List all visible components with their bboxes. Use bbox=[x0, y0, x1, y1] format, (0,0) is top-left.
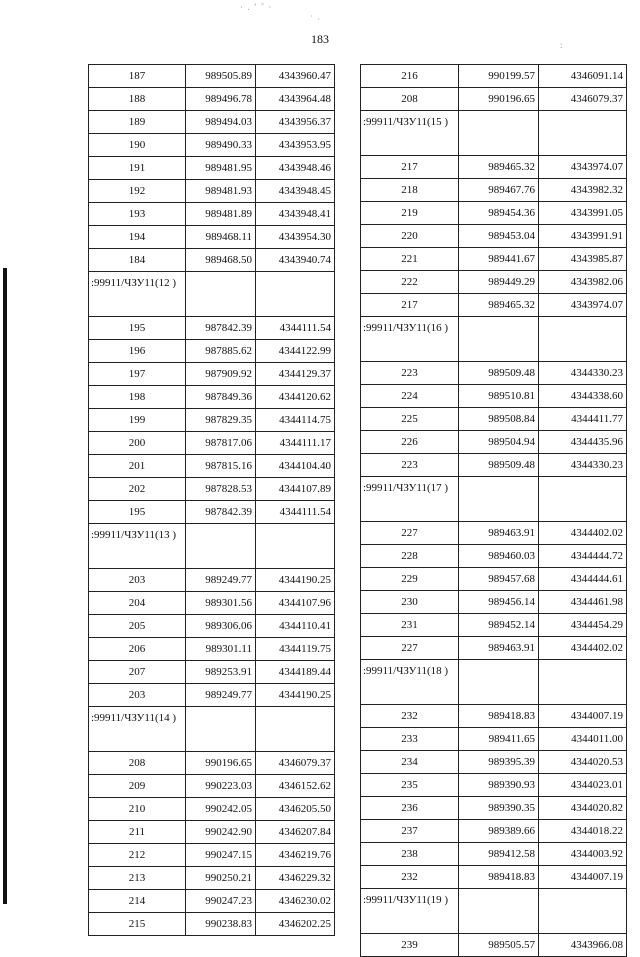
parcel-label-cell: :99911/ЧЗУ11(13 ) bbox=[89, 524, 186, 569]
y-coordinate-cell: 4344111.54 bbox=[256, 317, 335, 340]
table-row bbox=[89, 340, 335, 363]
page-number: 183 bbox=[311, 32, 329, 46]
x-coordinate-cell: 989395.39 bbox=[459, 751, 539, 774]
y-coordinate-cell: 4344111.54 bbox=[256, 501, 335, 524]
point-number-cell: 230 bbox=[361, 591, 459, 614]
parcel-header-row bbox=[361, 111, 627, 156]
x-coordinate-cell: 989457.68 bbox=[459, 568, 539, 591]
table-row bbox=[89, 134, 335, 157]
table-row bbox=[89, 226, 335, 249]
x-coordinate-cell: 989463.91 bbox=[459, 522, 539, 545]
point-number-cell: 195 bbox=[89, 317, 186, 340]
table-row bbox=[361, 934, 627, 957]
x-coordinate-cell bbox=[186, 707, 256, 752]
y-coordinate-cell: 4344107.89 bbox=[256, 478, 335, 501]
parcel-header-row bbox=[89, 524, 335, 569]
table-row bbox=[89, 432, 335, 455]
y-coordinate-cell bbox=[256, 524, 335, 569]
x-coordinate-cell: 989467.76 bbox=[459, 179, 539, 202]
x-coordinate-cell: 989301.11 bbox=[186, 638, 256, 661]
parcel-header-row bbox=[89, 272, 335, 317]
table-row bbox=[89, 913, 335, 936]
y-coordinate-cell: 4343954.30 bbox=[256, 226, 335, 249]
x-coordinate-cell: 989505.89 bbox=[186, 65, 256, 88]
x-coordinate-cell: 989249.77 bbox=[186, 569, 256, 592]
table-row bbox=[89, 661, 335, 684]
x-coordinate-cell: 989249.77 bbox=[186, 684, 256, 707]
point-number-cell: 204 bbox=[89, 592, 186, 615]
scan-noise: · . ʼ ˚ · bbox=[240, 2, 273, 12]
y-coordinate-cell: 4346219.76 bbox=[256, 844, 335, 867]
table-row bbox=[361, 728, 627, 751]
table-row bbox=[89, 501, 335, 524]
x-coordinate-cell: 989468.11 bbox=[186, 226, 256, 249]
x-coordinate-cell: 989452.14 bbox=[459, 614, 539, 637]
point-number-cell: 223 bbox=[361, 454, 459, 477]
y-coordinate-cell: 4344189.44 bbox=[256, 661, 335, 684]
x-coordinate-cell: 990242.90 bbox=[186, 821, 256, 844]
x-coordinate-cell: 989481.95 bbox=[186, 157, 256, 180]
x-coordinate-cell bbox=[186, 272, 256, 317]
point-number-cell: 187 bbox=[89, 65, 186, 88]
y-coordinate-cell: 4344122.99 bbox=[256, 340, 335, 363]
point-number-cell: 212 bbox=[89, 844, 186, 867]
x-coordinate-cell: 989490.33 bbox=[186, 134, 256, 157]
x-coordinate-cell: 989418.83 bbox=[459, 705, 539, 728]
y-coordinate-cell bbox=[539, 111, 627, 156]
y-coordinate-cell: 4344454.29 bbox=[539, 614, 627, 637]
x-coordinate-cell: 990199.57 bbox=[459, 65, 539, 88]
scan-edge-bar bbox=[3, 268, 7, 904]
point-number-cell: 199 bbox=[89, 409, 186, 432]
point-number-cell: 221 bbox=[361, 248, 459, 271]
point-number-cell: 215 bbox=[89, 913, 186, 936]
x-coordinate-cell: 989481.89 bbox=[186, 203, 256, 226]
table-row bbox=[89, 455, 335, 478]
y-coordinate-cell: 4344338.60 bbox=[539, 385, 627, 408]
x-coordinate-cell: 989463.91 bbox=[459, 637, 539, 660]
y-coordinate-cell: 4344018.22 bbox=[539, 820, 627, 843]
y-coordinate-cell: 4343948.41 bbox=[256, 203, 335, 226]
parcel-label-cell: :99911/ЧЗУ11(17 ) bbox=[361, 477, 459, 522]
table-row bbox=[89, 569, 335, 592]
y-coordinate-cell: 4346202.25 bbox=[256, 913, 335, 936]
y-coordinate-cell bbox=[539, 317, 627, 362]
y-coordinate-cell: 4344411.77 bbox=[539, 408, 627, 431]
y-coordinate-cell: 4344119.75 bbox=[256, 638, 335, 661]
table-row bbox=[89, 890, 335, 913]
y-coordinate-cell: 4343956.37 bbox=[256, 111, 335, 134]
y-coordinate-cell: 4346152.62 bbox=[256, 775, 335, 798]
point-number-cell: 228 bbox=[361, 545, 459, 568]
table-row bbox=[361, 88, 627, 111]
table-row bbox=[89, 638, 335, 661]
coordinates-table-left bbox=[88, 64, 335, 936]
y-coordinate-cell: 4343982.32 bbox=[539, 179, 627, 202]
y-coordinate-cell: 4344435.96 bbox=[539, 431, 627, 454]
x-coordinate-cell: 989306.06 bbox=[186, 615, 256, 638]
x-coordinate-cell: 987829.35 bbox=[186, 409, 256, 432]
point-number-cell: 191 bbox=[89, 157, 186, 180]
point-number-cell: 234 bbox=[361, 751, 459, 774]
x-coordinate-cell: 989441.67 bbox=[459, 248, 539, 271]
y-coordinate-cell: 4343948.45 bbox=[256, 180, 335, 203]
point-number-cell: 205 bbox=[89, 615, 186, 638]
y-coordinate-cell: 4343964.48 bbox=[256, 88, 335, 111]
parcel-label-cell: :99911/ЧЗУ11(14 ) bbox=[89, 707, 186, 752]
point-number-cell: 200 bbox=[89, 432, 186, 455]
point-number-cell: 207 bbox=[89, 661, 186, 684]
y-coordinate-cell: 4344020.82 bbox=[539, 797, 627, 820]
table-row bbox=[361, 751, 627, 774]
x-coordinate-cell: 989460.03 bbox=[459, 545, 539, 568]
point-number-cell: 203 bbox=[89, 684, 186, 707]
parcel-label-cell: :99911/ЧЗУ11(12 ) bbox=[89, 272, 186, 317]
table-row bbox=[89, 684, 335, 707]
y-coordinate-cell: 4344007.19 bbox=[539, 705, 627, 728]
y-coordinate-cell: 4344461.98 bbox=[539, 591, 627, 614]
table-row bbox=[361, 65, 627, 88]
table-row bbox=[361, 637, 627, 660]
y-coordinate-cell: 4344104.40 bbox=[256, 455, 335, 478]
y-coordinate-cell: 4344007.19 bbox=[539, 866, 627, 889]
y-coordinate-cell bbox=[539, 477, 627, 522]
table-row bbox=[361, 294, 627, 317]
x-coordinate-cell: 987817.06 bbox=[186, 432, 256, 455]
y-coordinate-cell: 4346079.37 bbox=[256, 752, 335, 775]
point-number-cell: 206 bbox=[89, 638, 186, 661]
parcel-label-cell: :99911/ЧЗУ11(19 ) bbox=[361, 889, 459, 934]
y-coordinate-cell: 4344402.02 bbox=[539, 637, 627, 660]
x-coordinate-cell: 989505.57 bbox=[459, 934, 539, 957]
y-coordinate-cell: 4344023.01 bbox=[539, 774, 627, 797]
point-number-cell: 194 bbox=[89, 226, 186, 249]
point-number-cell: 232 bbox=[361, 705, 459, 728]
y-coordinate-cell: 4344110.41 bbox=[256, 615, 335, 638]
table-row bbox=[89, 752, 335, 775]
y-coordinate-cell: 4344190.25 bbox=[256, 569, 335, 592]
point-number-cell: 236 bbox=[361, 797, 459, 820]
table-row bbox=[89, 111, 335, 134]
y-coordinate-cell bbox=[256, 272, 335, 317]
parcel-header-row bbox=[361, 660, 627, 705]
y-coordinate-cell: 4343974.07 bbox=[539, 156, 627, 179]
point-number-cell: 219 bbox=[361, 202, 459, 225]
x-coordinate-cell: 990196.65 bbox=[186, 752, 256, 775]
point-number-cell: 201 bbox=[89, 455, 186, 478]
point-number-cell: 195 bbox=[89, 501, 186, 524]
x-coordinate-cell: 989465.32 bbox=[459, 156, 539, 179]
point-number-cell: 193 bbox=[89, 203, 186, 226]
y-coordinate-cell: 4343940.74 bbox=[256, 249, 335, 272]
point-number-cell: 227 bbox=[361, 522, 459, 545]
table-row bbox=[361, 454, 627, 477]
x-coordinate-cell bbox=[459, 660, 539, 705]
y-coordinate-cell bbox=[539, 660, 627, 705]
table-row bbox=[89, 249, 335, 272]
x-coordinate-cell bbox=[186, 524, 256, 569]
table-row bbox=[361, 385, 627, 408]
x-coordinate-cell: 990238.83 bbox=[186, 913, 256, 936]
x-coordinate-cell: 989509.48 bbox=[459, 362, 539, 385]
x-coordinate-cell: 989504.94 bbox=[459, 431, 539, 454]
x-coordinate-cell: 990242.05 bbox=[186, 798, 256, 821]
y-coordinate-cell: 4343948.46 bbox=[256, 157, 335, 180]
parcel-header-row bbox=[89, 707, 335, 752]
point-number-cell: 237 bbox=[361, 820, 459, 843]
table-row bbox=[89, 157, 335, 180]
parcel-label-cell: :99911/ЧЗУ11(16 ) bbox=[361, 317, 459, 362]
y-coordinate-cell: 4343985.87 bbox=[539, 248, 627, 271]
x-coordinate-cell bbox=[459, 477, 539, 522]
y-coordinate-cell: 4344444.72 bbox=[539, 545, 627, 568]
table-row bbox=[89, 409, 335, 432]
parcel-header-row bbox=[361, 889, 627, 934]
y-coordinate-cell: 4343953.95 bbox=[256, 134, 335, 157]
y-coordinate-cell: 4344111.17 bbox=[256, 432, 335, 455]
table-row bbox=[89, 867, 335, 890]
y-coordinate-cell: 4344020.53 bbox=[539, 751, 627, 774]
point-number-cell: 239 bbox=[361, 934, 459, 957]
y-coordinate-cell: 4346229.32 bbox=[256, 867, 335, 890]
coordinates-table-right bbox=[360, 64, 627, 957]
table-row bbox=[361, 408, 627, 431]
point-number-cell: 190 bbox=[89, 134, 186, 157]
point-number-cell: 233 bbox=[361, 728, 459, 751]
table-row bbox=[89, 386, 335, 409]
x-coordinate-cell bbox=[459, 889, 539, 934]
x-coordinate-cell: 989449.29 bbox=[459, 271, 539, 294]
y-coordinate-cell: 4344129.37 bbox=[256, 363, 335, 386]
x-coordinate-cell: 990223.03 bbox=[186, 775, 256, 798]
point-number-cell: 220 bbox=[361, 225, 459, 248]
x-coordinate-cell: 987842.39 bbox=[186, 317, 256, 340]
point-number-cell: 214 bbox=[89, 890, 186, 913]
point-number-cell: 223 bbox=[361, 362, 459, 385]
y-coordinate-cell: 4343991.05 bbox=[539, 202, 627, 225]
table-row bbox=[361, 225, 627, 248]
table-row bbox=[361, 774, 627, 797]
x-coordinate-cell: 989412.58 bbox=[459, 843, 539, 866]
x-coordinate-cell: 989418.83 bbox=[459, 866, 539, 889]
y-coordinate-cell: 4343966.08 bbox=[539, 934, 627, 957]
table-row bbox=[361, 156, 627, 179]
x-coordinate-cell: 989509.48 bbox=[459, 454, 539, 477]
table-row bbox=[361, 522, 627, 545]
x-coordinate-cell: 987885.62 bbox=[186, 340, 256, 363]
scan-noise: ˙ · bbox=[310, 14, 322, 24]
x-coordinate-cell bbox=[459, 317, 539, 362]
table-row bbox=[361, 568, 627, 591]
table-row bbox=[89, 615, 335, 638]
x-coordinate-cell: 989465.32 bbox=[459, 294, 539, 317]
point-number-cell: 189 bbox=[89, 111, 186, 134]
x-coordinate-cell: 987828.53 bbox=[186, 478, 256, 501]
table-row bbox=[89, 88, 335, 111]
point-number-cell: 208 bbox=[89, 752, 186, 775]
table-row bbox=[89, 180, 335, 203]
point-number-cell: 222 bbox=[361, 271, 459, 294]
x-coordinate-cell bbox=[459, 111, 539, 156]
parcel-label-cell: :99911/ЧЗУ11(15 ) bbox=[361, 111, 459, 156]
point-number-cell: 238 bbox=[361, 843, 459, 866]
parcel-label-cell: :99911/ЧЗУ11(18 ) bbox=[361, 660, 459, 705]
point-number-cell: 198 bbox=[89, 386, 186, 409]
table-row bbox=[361, 797, 627, 820]
parcel-header-row bbox=[361, 477, 627, 522]
y-coordinate-cell: 4346079.37 bbox=[539, 88, 627, 111]
x-coordinate-cell: 989301.56 bbox=[186, 592, 256, 615]
x-coordinate-cell: 989456.14 bbox=[459, 591, 539, 614]
x-coordinate-cell: 989510.81 bbox=[459, 385, 539, 408]
y-coordinate-cell: 4344444.61 bbox=[539, 568, 627, 591]
y-coordinate-cell: 4344011.00 bbox=[539, 728, 627, 751]
point-number-cell: 225 bbox=[361, 408, 459, 431]
point-number-cell: 216 bbox=[361, 65, 459, 88]
scan-noise: : bbox=[560, 40, 564, 50]
x-coordinate-cell: 989454.36 bbox=[459, 202, 539, 225]
table-row bbox=[89, 592, 335, 615]
x-coordinate-cell: 989389.66 bbox=[459, 820, 539, 843]
table-row bbox=[361, 614, 627, 637]
point-number-cell: 196 bbox=[89, 340, 186, 363]
point-number-cell: 235 bbox=[361, 774, 459, 797]
point-number-cell: 209 bbox=[89, 775, 186, 798]
y-coordinate-cell: 4343974.07 bbox=[539, 294, 627, 317]
x-coordinate-cell: 989253.91 bbox=[186, 661, 256, 684]
x-coordinate-cell: 989494.03 bbox=[186, 111, 256, 134]
table-row bbox=[361, 820, 627, 843]
table-row bbox=[89, 203, 335, 226]
y-coordinate-cell: 4344402.02 bbox=[539, 522, 627, 545]
table-row bbox=[361, 705, 627, 728]
point-number-cell: 232 bbox=[361, 866, 459, 889]
point-number-cell: 227 bbox=[361, 637, 459, 660]
point-number-cell: 229 bbox=[361, 568, 459, 591]
table-row bbox=[89, 798, 335, 821]
table-row bbox=[361, 179, 627, 202]
table-row bbox=[89, 775, 335, 798]
table-row bbox=[89, 844, 335, 867]
x-coordinate-cell: 987842.39 bbox=[186, 501, 256, 524]
x-coordinate-cell: 990196.65 bbox=[459, 88, 539, 111]
table-row bbox=[361, 866, 627, 889]
point-number-cell: 184 bbox=[89, 249, 186, 272]
table-row bbox=[89, 65, 335, 88]
table-row bbox=[89, 821, 335, 844]
y-coordinate-cell: 4346207.84 bbox=[256, 821, 335, 844]
table-row bbox=[361, 271, 627, 294]
table-row bbox=[361, 843, 627, 866]
point-number-cell: 203 bbox=[89, 569, 186, 592]
y-coordinate-cell: 4343991.91 bbox=[539, 225, 627, 248]
y-coordinate-cell: 4346205.50 bbox=[256, 798, 335, 821]
y-coordinate-cell: 4346091.14 bbox=[539, 65, 627, 88]
x-coordinate-cell: 989481.93 bbox=[186, 180, 256, 203]
y-coordinate-cell: 4344003.92 bbox=[539, 843, 627, 866]
y-coordinate-cell bbox=[256, 707, 335, 752]
x-coordinate-cell: 989496.78 bbox=[186, 88, 256, 111]
y-coordinate-cell: 4344107.96 bbox=[256, 592, 335, 615]
y-coordinate-cell: 4343982.06 bbox=[539, 271, 627, 294]
point-number-cell: 224 bbox=[361, 385, 459, 408]
table-row bbox=[361, 202, 627, 225]
x-coordinate-cell: 989453.04 bbox=[459, 225, 539, 248]
x-coordinate-cell: 989411.65 bbox=[459, 728, 539, 751]
x-coordinate-cell: 990247.15 bbox=[186, 844, 256, 867]
table-row bbox=[361, 591, 627, 614]
point-number-cell: 208 bbox=[361, 88, 459, 111]
x-coordinate-cell: 989390.35 bbox=[459, 797, 539, 820]
x-coordinate-cell: 990247.23 bbox=[186, 890, 256, 913]
point-number-cell: 226 bbox=[361, 431, 459, 454]
y-coordinate-cell: 4344330.23 bbox=[539, 454, 627, 477]
x-coordinate-cell: 989508.84 bbox=[459, 408, 539, 431]
y-coordinate-cell: 4344190.25 bbox=[256, 684, 335, 707]
table-row bbox=[361, 545, 627, 568]
x-coordinate-cell: 989468.50 bbox=[186, 249, 256, 272]
parcel-header-row bbox=[361, 317, 627, 362]
x-coordinate-cell: 989390.93 bbox=[459, 774, 539, 797]
point-number-cell: 231 bbox=[361, 614, 459, 637]
point-number-cell: 213 bbox=[89, 867, 186, 890]
point-number-cell: 188 bbox=[89, 88, 186, 111]
x-coordinate-cell: 987815.16 bbox=[186, 455, 256, 478]
x-coordinate-cell: 987909.92 bbox=[186, 363, 256, 386]
x-coordinate-cell: 990250.21 bbox=[186, 867, 256, 890]
table-row bbox=[361, 431, 627, 454]
point-number-cell: 210 bbox=[89, 798, 186, 821]
point-number-cell: 217 bbox=[361, 156, 459, 179]
table-row bbox=[89, 317, 335, 340]
y-coordinate-cell: 4344330.23 bbox=[539, 362, 627, 385]
point-number-cell: 202 bbox=[89, 478, 186, 501]
table-row bbox=[361, 248, 627, 271]
table-row bbox=[89, 363, 335, 386]
y-coordinate-cell: 4344120.62 bbox=[256, 386, 335, 409]
table-row bbox=[89, 478, 335, 501]
y-coordinate-cell: 4343960.47 bbox=[256, 65, 335, 88]
y-coordinate-cell: 4344114.75 bbox=[256, 409, 335, 432]
point-number-cell: 197 bbox=[89, 363, 186, 386]
point-number-cell: 211 bbox=[89, 821, 186, 844]
table-row bbox=[361, 362, 627, 385]
x-coordinate-cell: 987849.36 bbox=[186, 386, 256, 409]
point-number-cell: 192 bbox=[89, 180, 186, 203]
y-coordinate-cell: 4346230.02 bbox=[256, 890, 335, 913]
point-number-cell: 217 bbox=[361, 294, 459, 317]
y-coordinate-cell bbox=[539, 889, 627, 934]
point-number-cell: 218 bbox=[361, 179, 459, 202]
